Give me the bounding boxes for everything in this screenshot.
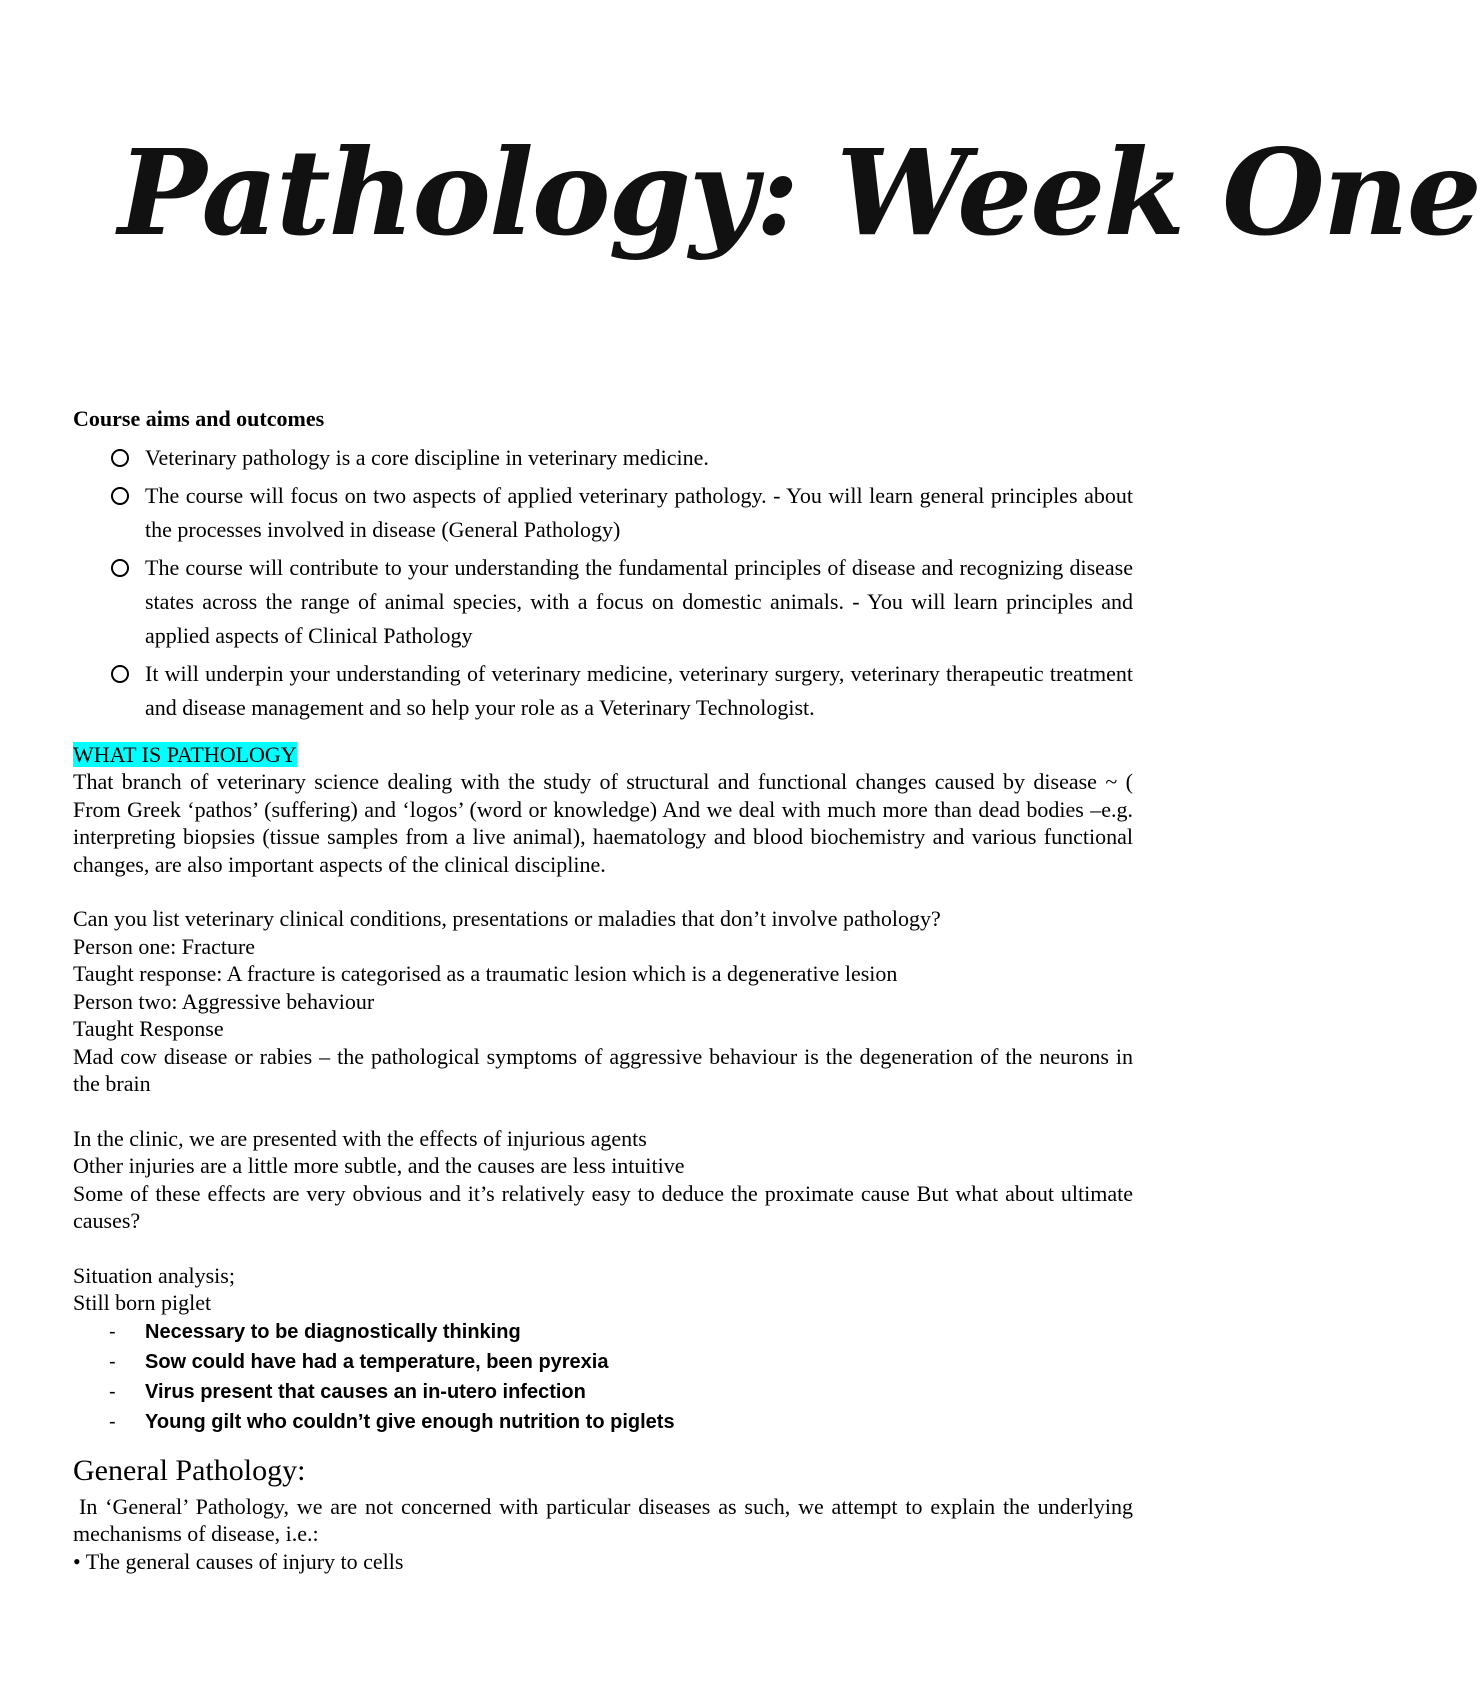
list-item: - Virus present that causes an in-utero infection bbox=[145, 1377, 1133, 1407]
list-item: - Young gilt who couldn’t give enough nutrition to piglets bbox=[145, 1407, 1133, 1437]
clinic-block bbox=[73, 1125, 1133, 1235]
document-body bbox=[73, 405, 1133, 1575]
dash-bullet-icon: - bbox=[109, 1350, 116, 1373]
situation-points-list bbox=[73, 1317, 1133, 1437]
page-title: Pathology: Week One bbox=[118, 123, 1480, 262]
list-item: Veterinary pathology is a core discipline in veterinary medicine. bbox=[145, 441, 1133, 475]
text-line: In the clinic, we are presented with the effects of injurious agents bbox=[73, 1125, 647, 1151]
dash-bullet-icon: - bbox=[109, 1380, 116, 1403]
list-item: - Necessary to be diagnostically thinking bbox=[145, 1317, 1133, 1347]
text-line: Person two: Aggressive behaviour bbox=[73, 988, 375, 1014]
course-aims-heading: Course aims and outcomes bbox=[73, 406, 325, 431]
circle-bullet-icon bbox=[111, 449, 129, 467]
circle-bullet-icon bbox=[111, 559, 129, 577]
what-is-pathology-heading: WHAT IS PATHOLOGY bbox=[73, 741, 297, 767]
dash-bullet-icon: - bbox=[109, 1410, 116, 1433]
dash-bullet-icon: - bbox=[109, 1320, 116, 1343]
list-item: It will underpin your understanding of veterinary medicine, veterinary surgery, veterinary therapeutic treatment and disease management and so help your role as a Veterinary Technologist. bbox=[145, 657, 1133, 725]
circle-bullet-icon bbox=[111, 487, 129, 505]
what-is-pathology-body: That branch of veterinary science dealing with the study of structural and functional changes caused by disease ~ ( From Greek ‘pathos’ (suffering) and ‘logos’ (word or knowledge) And we deal with much more than dead bodies –e.g. interpreting biopsies (tissue samples from a live animal), haematology and blood biochemistry and various functional changes, are also important aspects of the clinical discipline. bbox=[73, 769, 1133, 877]
text-line: Taught response: A fracture is categorised as a traumatic lesion which is a degenerative lesion bbox=[73, 961, 898, 986]
situation-case: Still born piglet bbox=[73, 1290, 212, 1315]
course-aims-list bbox=[73, 441, 1133, 725]
text-line: Mad cow disease or rabies – the pathological symptoms of aggressive behaviour is the degeneration of the neurons in the brain bbox=[73, 1043, 1133, 1096]
general-pathology-heading: General Pathology: bbox=[73, 1453, 306, 1487]
text-line: Person one: Fracture bbox=[73, 933, 256, 959]
circle-bullet-icon bbox=[111, 665, 129, 683]
text-line: Taught Response bbox=[73, 1016, 224, 1041]
general-pathology-intro: In ‘General’ Pathology, we are not concerned with particular diseases as such, we attempt to explain the underlying mechanisms of disease, i.e.: bbox=[73, 1493, 1133, 1546]
situation-heading: Situation analysis; bbox=[73, 1262, 235, 1288]
list-item: The course will focus on two aspects of applied veterinary pathology. - You will learn general principles about the processes involved in disease (General Pathology) bbox=[145, 479, 1133, 547]
general-pathology-point: • The general causes of injury to cells bbox=[73, 1548, 404, 1574]
text-line: Other injuries are a little more subtle, and the causes are less intuitive bbox=[73, 1153, 685, 1178]
text-line: Can you list veterinary clinical conditions, presentations or maladies that don’t involve pathology? bbox=[73, 906, 941, 931]
discussion-block bbox=[73, 905, 1133, 1098]
list-item: The course will contribute to your understanding the fundamental principles of disease and recognizing disease states across the range of animal species, with a focus on domestic animals. - You will learn principles and applied aspects of Clinical Pathology bbox=[145, 551, 1133, 653]
list-item: - Sow could have had a temperature, been pyrexia bbox=[145, 1347, 1133, 1377]
text-line: Some of these effects are very obvious and it’s relatively easy to deduce the proximate cause But what about ultimate causes? bbox=[73, 1180, 1133, 1233]
